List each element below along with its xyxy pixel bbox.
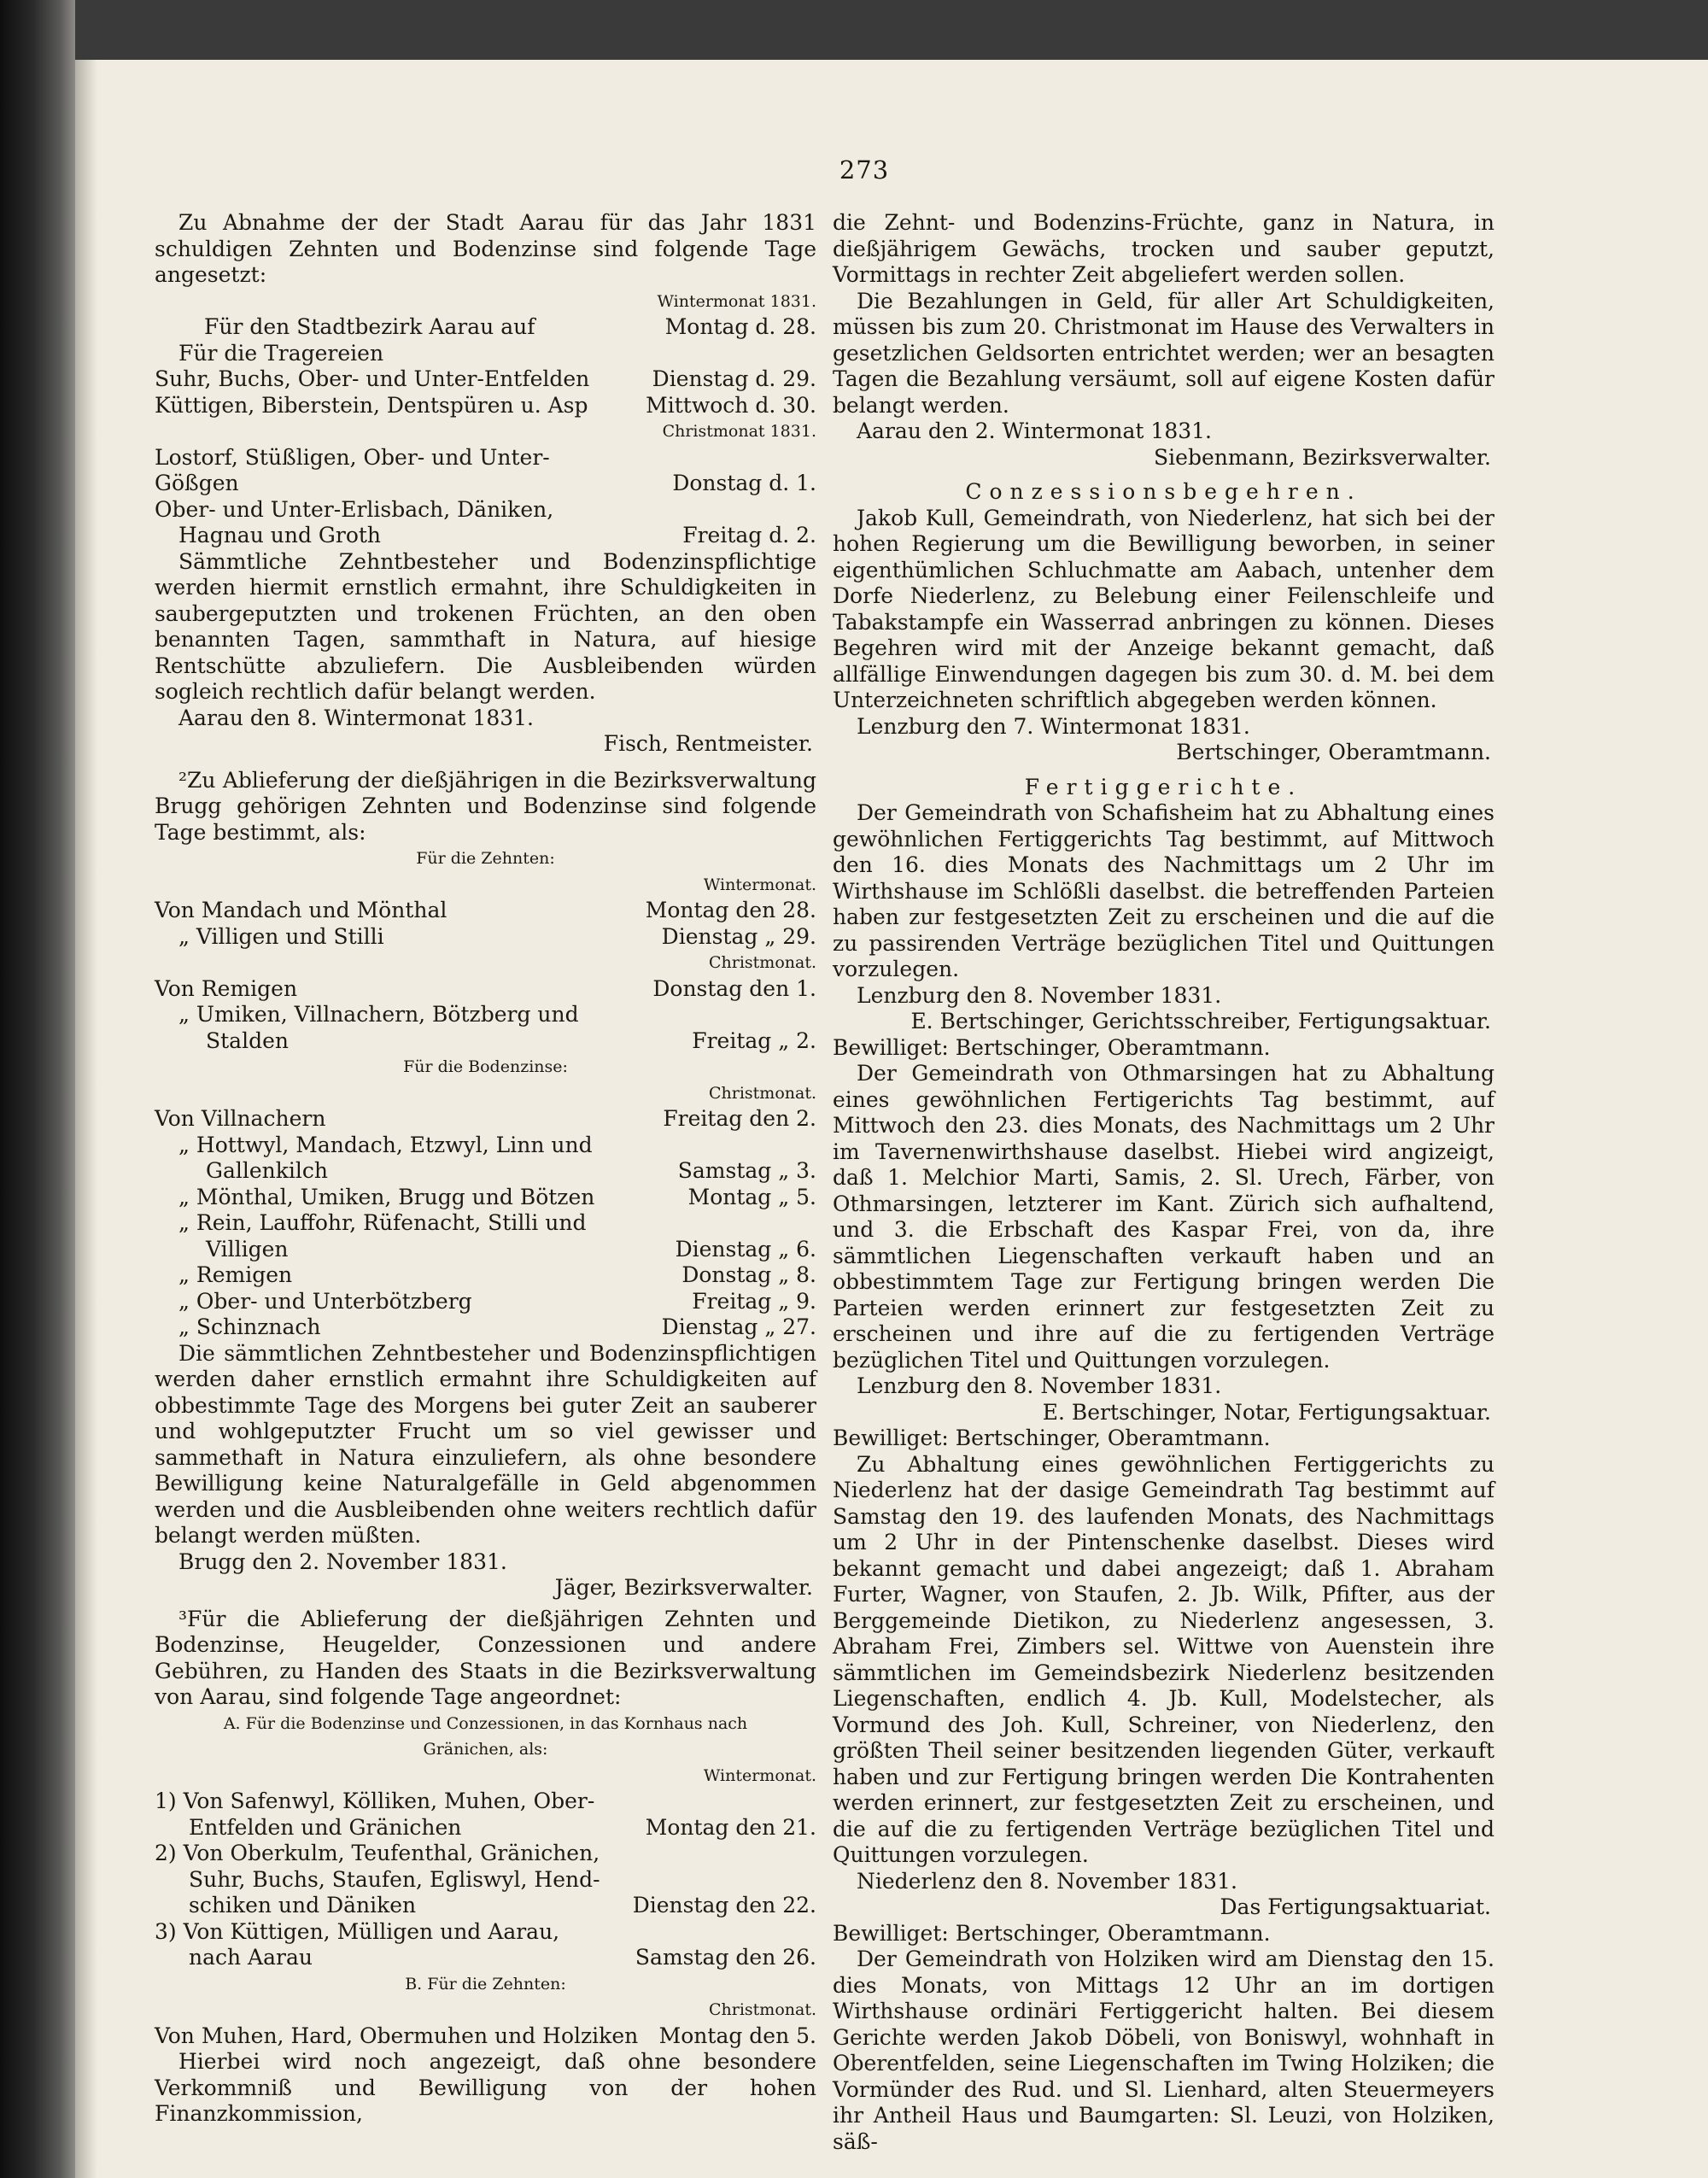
section-subheading: B. Für die Zehnten: — [405, 1974, 566, 1994]
left-column — [155, 210, 816, 2128]
schedule-place: 2) Von Oberkulm, Teufenthal, Gränichen, — [155, 1841, 600, 1865]
continued-notice-body: Die Bezahlungen in Geld, für aller Art Schuldigkeiten, müssen bis zum 20. Christmonat im Hause des Verwalters in gesetzlichen Geldsorten entrichtet werden; wer an besagten Tagen die Bezahlung versäumt, soll auf eigene Kosten dafür belangt werden. — [833, 288, 1494, 418]
fertiggericht-notice-signature: Das Fertigungsaktuariat. — [1220, 1894, 1491, 1919]
schedule-place: schiken und Däniken — [189, 1893, 417, 1917]
schedule-row — [155, 1945, 816, 1971]
aarau-administration-body: Hierbei wird noch angezeigt, daß ohne besondere Verkommniß und Bewilligung von der hohen Finanzkommission, — [155, 2049, 816, 2126]
brugg-notice-dateline: Brugg den 2. November 1831. — [178, 1549, 507, 1574]
schedule-date: Montag „ 5. — [687, 1184, 816, 1209]
document-page — [75, 60, 1708, 2178]
schedule-month-label: Wintermonat. — [703, 875, 816, 894]
schedule-place: „ Hottwyl, Mandach, Etzwyl, Linn und — [178, 1132, 593, 1157]
schedule-place: 3) Von Küttigen, Mülligen und Aarau, — [155, 1918, 560, 1944]
schedule-row — [155, 1185, 816, 1211]
fertiggericht-notice-body: Der Gemeindrath von Othmarsingen hat zu Abhaltung eines gewöhnlichen Fertigerichts Tag bestimmt, auf Mittwoch den 23. dies Monats, des Nachmittags um 2 Uhr im Tavernenwirthshause daselbst. Hiebei wird angizeigt, daß 1. Melchior Marti, Samis, 2. Sl. Urech, Färber, von Othmarsingen, letzterer im Kant. Zürich sich aufhaltend, und 3. die Erbschaft des Kaspar Frei, von da, ihre sämmtlichen Liegenschaften verkauft haben und an obbestimmtem Tage zur Fertigung bringen werden Die Parteien werden erinnert zur festgesetzten Zeit zu erscheinen und ihre auf die zu fertigenden Verträge bezüglichen Titel und Quittungen vorzulegen. — [833, 1061, 1494, 1373]
schedule-place: Gößgen — [155, 471, 239, 495]
schedule-date: Dienstag den 22. — [632, 1893, 816, 1917]
schedule-place: Küttigen, Biberstein, Dentspüren u. Asp — [155, 392, 588, 418]
schedule-month-label: Christmonat. — [708, 2000, 816, 2019]
schedule-date: Samstag „ 3. — [677, 1158, 816, 1183]
schedule-place: Suhr, Buchs, Staufen, Egliswyl, Hend- — [189, 1866, 600, 1892]
section-heading-conzessionsbegehren: Conzessionsbegehren. — [965, 479, 1362, 504]
schedule-row — [155, 523, 816, 549]
schedule-place: „ Umiken, Villnachern, Bötzberg und — [178, 1002, 579, 1027]
right-column — [833, 210, 1494, 2155]
fertiggericht-notice-signature: E. Bertschinger, Notar, Fertigungsaktuar. — [1042, 1399, 1491, 1425]
schedule-row — [155, 1028, 816, 1055]
aarau-notice-body: Sämmtliche Zehntbesteher und Bodenzinspflichtige werden hiermit ernstlich ermahnt, ihre Schuldigkeiten in saubergeputzten und trokenen Früchten, an den oben benannten Tagen, sammthaft in Natura, auf hiesige Rentschütte abzuliefern. Die Ausbleibenden würden sogleich rechtlich dafür belangt werden. — [155, 548, 816, 704]
schedule-place: Ober- und Unter-Erlisbach, Däniken, — [155, 496, 554, 522]
schedule-date: Donstag den 1. — [652, 975, 816, 1001]
section-subheading: Für die Bodenzinse: — [403, 1057, 568, 1076]
schedule-month-label: Wintermonat 1831. — [657, 291, 816, 311]
schedule-row — [155, 2023, 816, 2050]
schedule-row — [155, 898, 816, 924]
schedule-row — [155, 471, 816, 497]
aarau-administration-intro: ³Für die Ablieferung der dießjährigen Zehnten und Bodenzinse, Heugelder, Conzessionen und andere Gebühren, zu Handen des Staats in die Bezirksverwaltung von Aarau, sind folgende Tage angeordnet: — [155, 1606, 816, 1709]
schedule-date: Freitag „ 2. — [692, 1028, 816, 1053]
page-number: 273 — [839, 155, 890, 184]
schedule-place: Für den Stadtbezirk Aarau auf — [204, 314, 535, 339]
schedule-date: Samstag den 26. — [635, 1945, 816, 1970]
brugg-notice-body: Die sämmtlichen Zehntbesteher und Bodenzinspflichtigen werden daher ernstlich ermahnt ihre Schuldigkeiten auf obbestimmte Tage des Morgens bei guter Zeit an sauberer und wohlgeputzter Frucht um so viel gewisser und sammethaft in Natura einzuliefern, als ohne besondere Bewilligung keine Naturalgefälle in Geld abgenommen werden und die Ausbleibenden ohne weiters rechtlich dafür belangt werden müßten. — [155, 1340, 816, 1548]
brugg-notice-signature: Jäger, Bezirksverwalter. — [554, 1575, 813, 1600]
schedule-date: Dienstag „ 27. — [661, 1314, 816, 1339]
continued-notice-signature: Siebenmann, Bezirksverwalter. — [1154, 444, 1491, 470]
section-subheading: A. Für die Bodenzinse und Conzessionen, in das Kornhaus nach Gränichen, als: — [223, 1713, 748, 1759]
schedule-place: „ Mönthal, Umiken, Brugg und Bötzen — [178, 1184, 595, 1209]
schedule-place: „ Rein, Lauffohr, Rüfenacht, Stilli und — [178, 1210, 587, 1235]
fertiggericht-notice-body: Der Gemeindrath von Holziken wird am Dienstag den 15. dies Monats, von Mittags 12 Uhr an im dortigen Wirthshause ordinäri Fertiggericht halten. Bei diesem Gerichte werden Jakob Döbeli, von Boniswyl, wohnhaft in Oberentfelden, seine Liegenschaften im Twing Holziken; die Vormünder des Rud. und Sl. Lienhard, alten Steuermeyers ihr Antheil Haus und Baumgarten: Sl. Leuzi, von Holziken, säß- — [833, 1947, 1494, 2154]
schedule-row — [155, 1106, 816, 1133]
schedule-row — [155, 924, 816, 951]
fertiggericht-notice-dateline: Lenzburg den 8. November 1831. — [857, 982, 1222, 1008]
continued-notice-body: die Zehnt- und Bodenzins-Früchte, ganz in Natura, in dießjährigem Gewächs, trocken und sauber geputzt, Vormittags in rechter Zeit abgeliefert werden sollen. — [833, 210, 1494, 287]
aarau-notice-dateline: Aarau den 8. Wintermonat 1831. — [178, 705, 534, 730]
schedule-date: Montag den 5. — [658, 2023, 816, 2048]
aarau-notice-intro: Zu Abnahme der der Stadt Aarau für das Jahr 1831 schuldigen Zehnten und Bodenzinse sind folgende Tage angesetzt: — [155, 210, 816, 287]
schedule-row — [155, 1314, 816, 1341]
schedule-date: Mittwoch d. 30. — [646, 392, 816, 418]
schedule-row — [155, 976, 816, 1003]
schedule-month-label: Christmonat. — [708, 1083, 816, 1103]
fertiggericht-notice-dateline: Niederlenz den 8. November 1831. — [857, 1868, 1237, 1894]
schedule-place: Hagnau und Groth — [178, 523, 382, 547]
schedule-place: „ Ober- und Unterbötzberg — [178, 1288, 472, 1314]
schedule-month-label: Christmonat 1831. — [662, 422, 816, 441]
aarau-notice-signature: Fisch, Rentmeister. — [603, 731, 813, 756]
fertiggericht-approval: Bewilliget: Bertschinger, Oberamtmann. — [833, 1920, 1271, 1946]
fertiggericht-notice-body: Der Gemeindrath von Schafisheim hat zu Abhaltung eines gewöhnlichen Fertiggerichts Tag bestimmt, auf Mittwoch den 16. dies Monats des Nachmittags um 2 Uhr im Wirthshause im Schlößli daselbst. die betreffenden Parteien haben zur festgesetzten Zeit zu erscheinen und die auf die zu passirenden Verträge bezüglichen Titel und Quittungen vorzulegen. — [833, 800, 1494, 981]
schedule-place: Von Muhen, Hard, Obermuhen und Holziken — [155, 2023, 639, 2048]
schedule-place: nach Aarau — [189, 1945, 313, 1970]
conzession-notice-signature: Bertschinger, Oberamtmann. — [1176, 740, 1491, 764]
schedule-place: Lostorf, Stüßligen, Ober- und Unter- — [155, 444, 550, 470]
schedule-row — [155, 1237, 816, 1263]
schedule-row — [155, 314, 816, 341]
continued-notice-dateline: Aarau den 2. Wintermonat 1831. — [857, 419, 1212, 443]
schedule-place: „ Villigen und Stilli — [178, 923, 384, 949]
schedule-month-label: Wintermonat. — [703, 1765, 816, 1785]
schedule-date: Dienstag d. 29. — [652, 366, 816, 391]
scan-binding-edge — [0, 0, 75, 2178]
schedule-place: Suhr, Buchs, Ober- und Unter-Entfelden — [155, 366, 590, 391]
conzession-notice-dateline: Lenzburg den 7. Wintermonat 1831. — [857, 713, 1250, 739]
brugg-notice-intro: ²Zu Ablieferung der dießjährigen in die Bezirksverwaltung Brugg gehörigen Zehnten und Bodenzinse sind folgende Tage bestimmt, als: — [155, 767, 816, 845]
schedule-place: Villigen — [206, 1236, 289, 1262]
schedule-place: Stalden — [206, 1028, 289, 1053]
fertiggericht-notice-body: Zu Abhaltung eines gewöhnlichen Fertiggerichts zu Niederlenz hat der dasige Gemeindrath Tag bestimmt auf Samstag den 19. des laufenden Monats, des Nachmittags um 2 Uhr in der Pintenschenke daselbst. Dieses wird bekannt gemacht und dabei angezeigt; daß 1. Abraham Furter, Wagner, von Staufen, 2. Jb. Wilk, Pfifter, aus der Berggemeinde Dietikon, zu Niederlenz angesessen, 3. Abraham Frei, Zimbers sel. Wittwe von Auenstein ihre sämmtlichen im Gemeindsbezirk Niederlenz besitzenden Liegenschaften, endlich 4. Jb. Kull, Modelstecher, als Vormund des Joh. Kull, Schreiner, von Niederlenz, den größten Theil seiner besitzenden liegenden Güter, verkauft haben und zur Fertigung bringen werden Die Kontrahenten werden erinnert, zur festgesetzten Zeit zu erscheinen, und die auf die zu fertigenden Verträge bezüglichen Titel und Quittungen vorzulegen. — [833, 1451, 1494, 1867]
fertiggericht-notice-signature: E. Bertschinger, Gerichtsschreiber, Fertigungsaktuar. — [910, 1009, 1491, 1033]
schedule-place: Entfelden und Gränichen — [189, 1814, 462, 1840]
schedule-date: Donstag „ 8. — [681, 1262, 816, 1287]
schedule-date: Dienstag „ 6. — [675, 1236, 816, 1262]
schedule-row — [155, 1289, 816, 1315]
schedule-row — [155, 366, 816, 393]
schedule-row — [155, 393, 816, 419]
schedule-place: Von Mandach und Mönthal — [155, 898, 447, 922]
schedule-row — [155, 1893, 816, 1919]
fertiggericht-approval: Bewilliget: Bertschinger, Oberamtmann. — [833, 1034, 1271, 1060]
conzession-notice-body: Jakob Kull, Gemeindrath, von Niederlenz, hat sich bei der hohen Regierung um die Bewilligung beworben, in seiner eigenthümlichen Schluchmatte am Aabach, untenher dem Dorfe Niederlenz, zu Belebung einer Feilenschleife und Tabakstampfe ein Wasserrad anbringen zu können. Dieses Begehren wird mit der Anzeige bekannt gemacht, daß allfällige Einwendungen dagegen bis zum 30. d. M. bei dem Unterzeichneten schriftlich abgegeben werden können. — [833, 505, 1494, 712]
schedule-date: Donstag d. 1. — [672, 471, 816, 495]
schedule-month-label: Christmonat. — [708, 953, 816, 972]
schedule-date: Freitag den 2. — [663, 1106, 816, 1131]
schedule-row — [155, 1815, 816, 1841]
schedule-place: 1) Von Safenwyl, Kölliken, Muhen, Ober- — [155, 1789, 595, 1813]
schedule-place: Gallenkilch — [206, 1158, 329, 1183]
schedule-place: Für die Tragereien — [178, 340, 384, 366]
schedule-date: Montag d. 28. — [664, 314, 816, 339]
schedule-date: Freitag d. 2. — [682, 523, 816, 547]
schedule-row — [155, 1158, 816, 1185]
schedule-place: „ Remigen — [178, 1262, 293, 1287]
schedule-date: Montag den 21. — [645, 1814, 816, 1840]
schedule-date: Dienstag „ 29. — [661, 923, 816, 949]
schedule-place: Von Villnachern — [155, 1106, 326, 1131]
schedule-date: Montag den 28. — [645, 898, 816, 922]
schedule-place: „ Schinznach — [178, 1314, 321, 1339]
section-heading-fertiggerichte: Fertiggerichte. — [1024, 774, 1303, 799]
schedule-date: Freitag „ 9. — [692, 1288, 816, 1314]
fertiggericht-approval: Bewilliget: Bertschinger, Oberamtmann. — [833, 1426, 1271, 1450]
section-subheading: Für die Zehnten: — [416, 849, 555, 868]
schedule-place: Von Remigen — [155, 975, 298, 1001]
schedule-row — [155, 1262, 816, 1289]
fertiggericht-notice-dateline: Lenzburg den 8. November 1831. — [857, 1373, 1222, 1398]
